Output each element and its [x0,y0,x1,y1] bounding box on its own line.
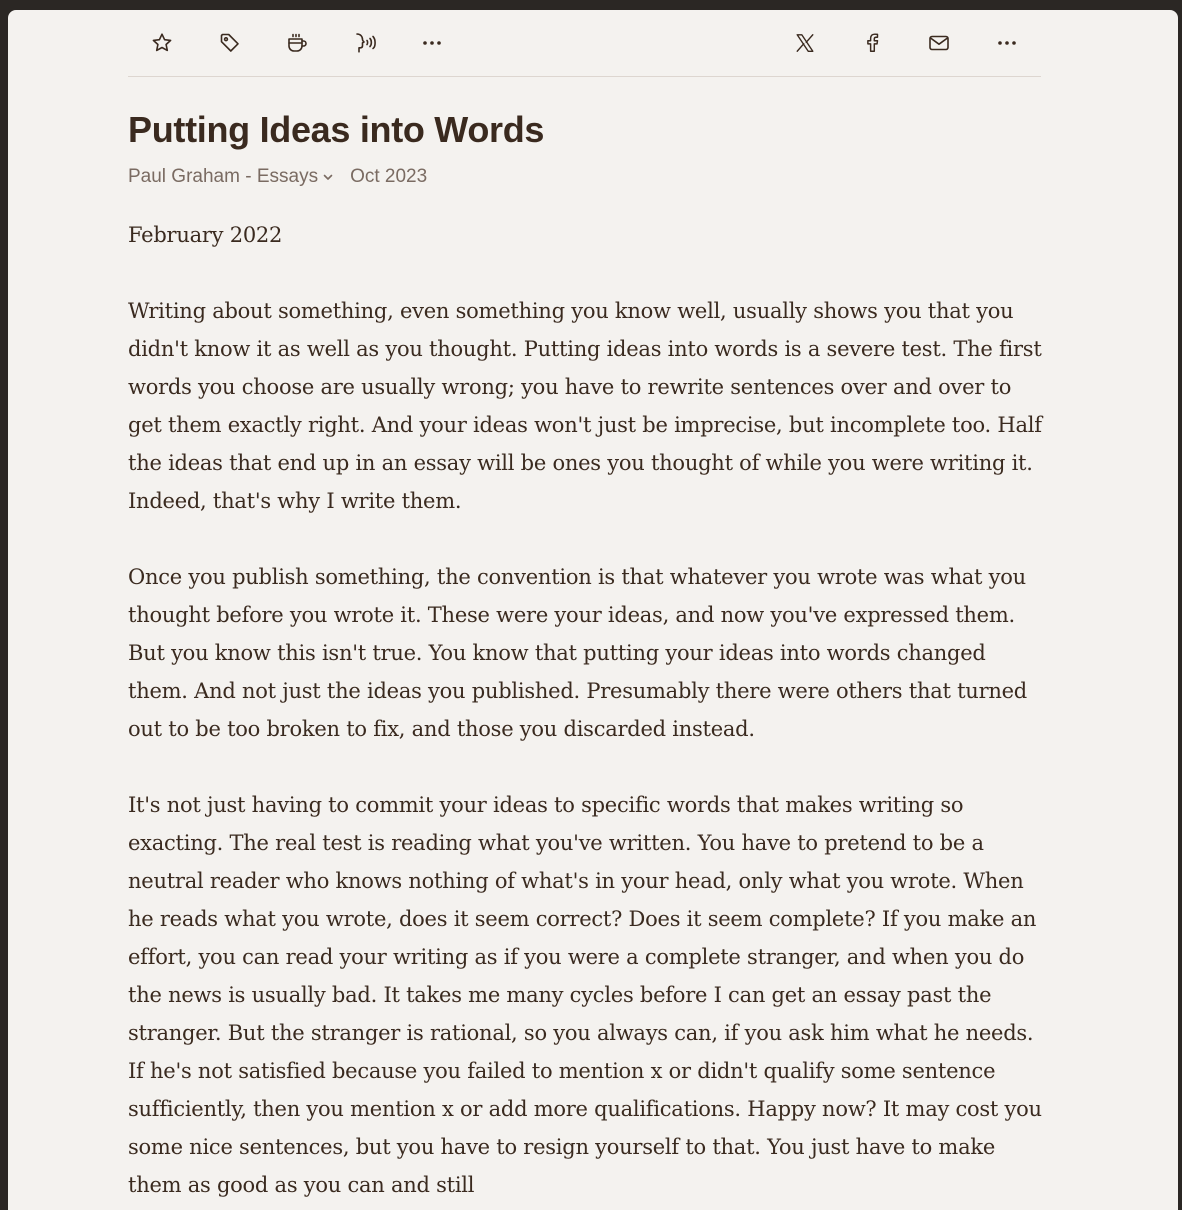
source-dropdown[interactable] [128,164,350,190]
tag-icon[interactable] [214,27,246,59]
source-name: Paul Graham - Essays [128,166,319,187]
mail-icon[interactable] [923,27,955,59]
star-icon[interactable] [146,27,178,59]
paragraph: Once you publish something, the convention is that whatever you wrote was what you thought before you wrote it. These were your ideas, and now you've expressed them. But you know this isn't true. You know that putting your ideas into words changed them. And not just the ideas you published. Presumably there were others that turned out to be too broken to fix, and those you discarded instead. [128,565,1028,741]
paragraph: It's not just having to commit your ideas to specific words that makes writing so exacting. The real test is reading what you've written. You have to pretend to be a neutral reader who knows nothing of what's in your head, only what you wrote. When he reads what you wrote, does it seem correct? Does it seem complete? If you make an effort, you can read your writing as if you were a complete stranger, and when you do the news is usually bad. It takes me many cycles before I can get an essay past the stranger. But the stranger is rational, so you always can, if you ask him what he needs. If he's not satisfied because you failed to mention x or didn't qualify some sentence sufficiently, then you mention x or add more qualifications. Happy now? It may cost you some nice sentences, but you have to resign yourself to that. You just have to make them as good as you can and still [128,793,1042,1197]
article-title: Putting Ideas into Words [128,109,545,150]
facebook-icon[interactable] [856,27,888,59]
text-to-speech-icon[interactable] [349,27,381,59]
x-logo-icon[interactable] [789,27,821,59]
more-horizontal-icon[interactable] [416,27,448,59]
paragraph: Writing about something, even something you know well, usually shows you that you didn't know it as well as you thought. Putting ideas into words is a severe test. The first words you choose are usually wrong; you have to rewrite sentences over and over to get them exactly right. And your ideas won't just be imprecise, but incomplete too. Half the ideas that end up in an essay will be ones you thought of while you were writing it. Indeed, that's why I write them. [128,299,1042,513]
coffee-cup-icon[interactable] [281,27,313,59]
article-meta [128,164,427,190]
essay-date: February 2022 [128,223,283,247]
chevron-down-icon [322,171,334,183]
article-body [128,216,1048,1210]
more-horizontal-icon[interactable] [991,27,1023,59]
reader-window [8,10,1178,1210]
published-date: Oct 2023 [350,166,428,187]
reader-toolbar [128,10,1041,77]
